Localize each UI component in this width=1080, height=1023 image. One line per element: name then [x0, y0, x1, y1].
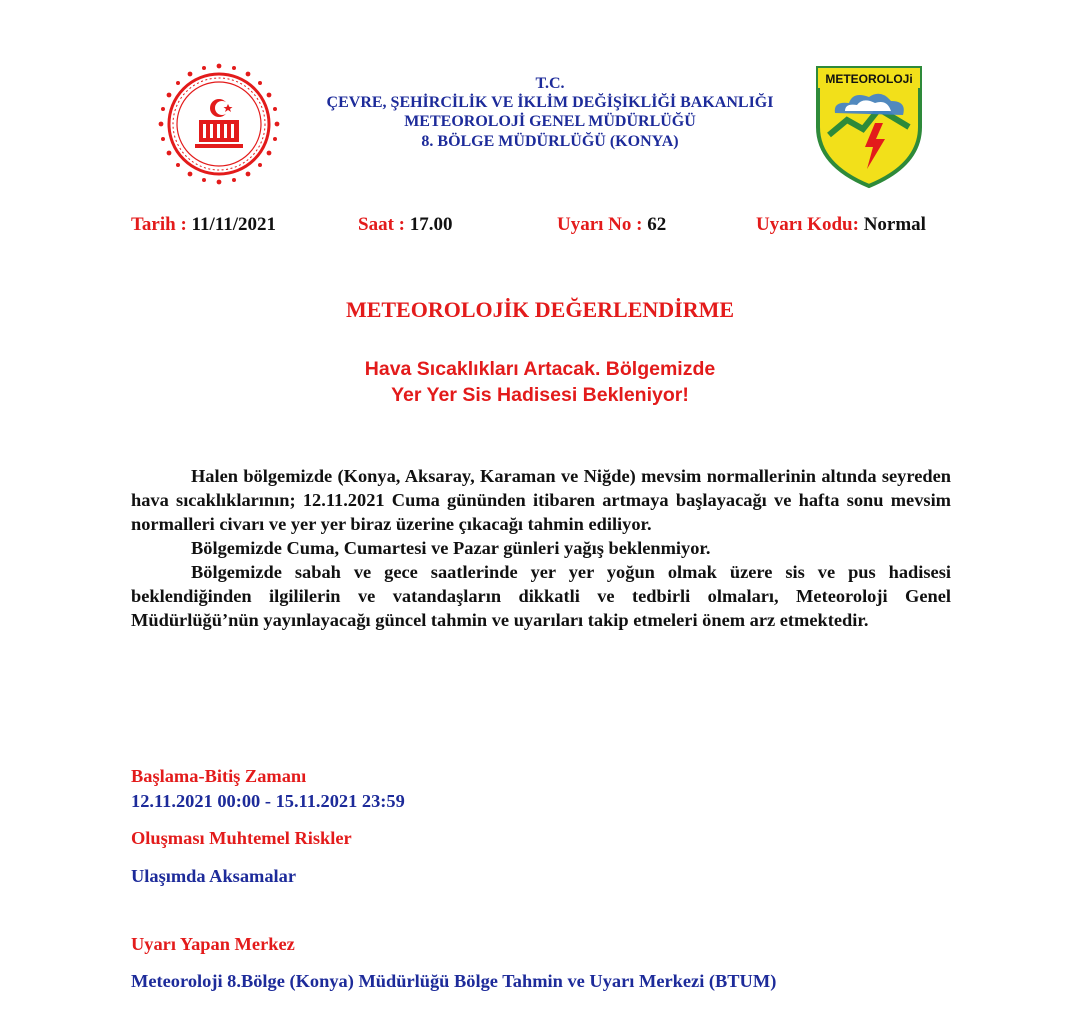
ministry-seal-icon [155, 60, 283, 188]
warning-code-label: Uyarı Kodu: [756, 214, 859, 235]
date-value: 11/11/2021 [191, 214, 277, 235]
subtitle-line-1: Hava Sıcaklıkları Artacak. Bölgemizde [364, 358, 716, 380]
header-region: 8. BÖLGE MÜDÜRLÜĞÜ (KONYA) [421, 133, 679, 150]
header-directorate: METEOROLOJİ GENEL MÜDÜRLÜĞÜ [404, 113, 696, 130]
warning-code-field [756, 214, 926, 236]
time-label: Saat : [358, 214, 405, 235]
meteoroloji-logo-icon [815, 65, 923, 189]
paragraph-1: Halen bölgemizde (Konya, Aksaray, Karaman ve Niğde) mevsim normallerinin altında seyreden hava sıcaklıklarının; 12.11.2021 Cuma gününden itibaren artmaya başlayacağı ve hafta sonu mevsim normalleri civarı ve yer yer biraz üzerine çıkacağı tahmin ediliyor. [131, 466, 951, 534]
paragraph-3: Bölgemizde sabah ve gece saatlerinde yer yer yoğun olmak üzere sis ve pus hadisesi beklendiğinden ilgililerin ve vatandaşların dikkatli ve tedbirli olmaları, Meteoroloji Genel Müdürlüğü’nün yayınlayacağı güncel tahmin ve uyarıları takip etmeleri önem arz etmektedir. [131, 562, 951, 630]
time-field [358, 214, 452, 236]
warning-number-label: Uyarı No : [557, 214, 643, 235]
paragraph-2: Bölgemizde Cuma, Cumartesi ve Pazar günleri yağış beklenmiyor. [191, 538, 711, 558]
risks-label: Oluşması Muhtemel Riskler [131, 828, 352, 848]
date-field [131, 214, 276, 236]
svg-text:METEOROLOJi: METEOROLOJi [825, 72, 913, 86]
warning-number-value: 62 [647, 214, 667, 235]
subtitle-line-2: Yer Yer Sis Hadisesi Bekleniyor! [391, 384, 689, 406]
header-ministry: ÇEVRE, ŞEHİRCİLİK VE İKLİM DEĞİŞİKLİĞİ BAKANLIĞI [326, 94, 774, 111]
header-tc: T.C. [535, 75, 565, 92]
page-title: METEOROLOJİK DEĞERLENDİRME [345, 297, 735, 322]
warning-code-value: Normal [863, 214, 926, 235]
center-label: Uyarı Yapan Merkez [131, 934, 295, 954]
time-value: 17.00 [409, 214, 453, 235]
period-label: Başlama-Bitiş Zamanı [131, 766, 307, 786]
risks-value: Ulaşımda Aksamalar [131, 866, 297, 886]
body-text [131, 464, 951, 632]
center-value: Meteoroloji 8.Bölge (Konya) Müdürlüğü Bölge Tahmin ve Uyarı Merkezi (BTUM) [131, 971, 777, 991]
date-label: Tarih : [131, 214, 187, 235]
period-value: 12.11.2021 00:00 - 15.11.2021 23:59 [131, 791, 405, 811]
warning-number-field [557, 214, 666, 236]
